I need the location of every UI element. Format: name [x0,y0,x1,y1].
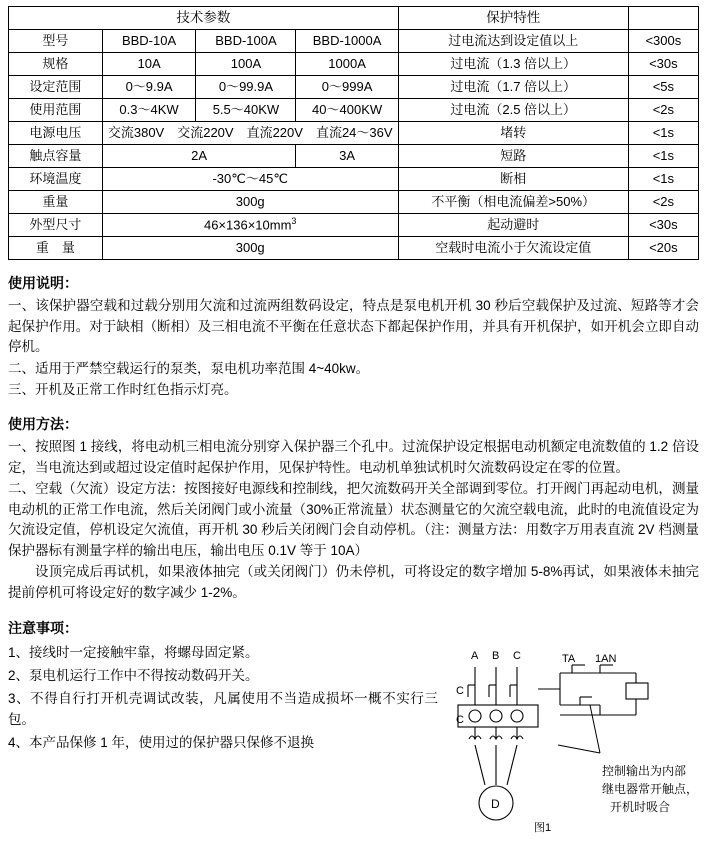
cell: 40～400KW [296,99,398,122]
wiring-diagram [440,645,702,840]
right-label: 过电流（1.7 倍以上） [398,76,628,99]
usage-notes-paragraph: 一、该保护器空载和过载分别用欠流和过流两组数码设定，特点是泵电机开机 30 秒后空载保护及过流、短路等才会起保护作用。对于缺相（断相）及三相电流不平衡在任意状态下都起保护作用，并具有开机保护，如开机会立即自动停机。 [8,298,699,355]
right-label: 断相 [398,168,628,191]
cell-merged-a: 2A [102,145,296,168]
right-label: 短路 [398,145,628,168]
right-value: <300s [628,30,698,53]
cell: BBD-10A [102,30,196,53]
cell: BBD-100A [196,30,296,53]
callout-line-3: 开机时吸合 [610,800,671,814]
header-protect-chars: 保护特性 [398,7,628,30]
cell: 0～999A [296,76,398,99]
usage-method-title: 使用方法： [8,415,78,432]
motor-label: D [491,797,500,811]
usage-method-paragraph: 二、空载（欠流）设定方法：按图接好电源线和控制线，把欠流数码开关全部调到零位。打开阀门再起动电机，测量电动机的正常工作电流，然后关闭阀门或小流量（30%正常流量）状态测量它的欠流空载电流，此时的电流值设定为欠流设定值，停机设定欠流值，再开机 30 秒后关闭阀门会自动停机。（注：测量方法：用数字万用表直流 2V 档测量保护器标有测量字样的输出电压，输出电压 0.1V 等于 10A） [8,481,699,558]
dimension-exponent: 3 [291,216,297,227]
right-label: 过电流（1.3 倍以上） [398,53,628,76]
usage-notes-paragraph: 三、开机及正常工作时红色指示灯亮。 [8,382,238,398]
right-value: <30s [628,53,698,76]
right-value: <1s [628,145,698,168]
row-label: 环境温度 [9,168,103,191]
table-header-row [9,7,699,30]
row-label: 型号 [9,30,103,53]
row-label: 电源电压 [9,122,103,145]
row-label: 规格 [9,53,103,76]
cell-merged-dimensions [102,214,398,237]
header-protect-value [628,7,698,30]
caution-item: 1、接线时一定接触牢靠，将螺母固定紧。 [8,644,259,660]
right-value: <2s [628,99,698,122]
table-row [9,237,699,260]
cell-merged: 300g [102,191,398,214]
ta-label: TA [562,653,576,665]
right-value: <2s [628,191,698,214]
cell-merged: 300g [102,237,398,260]
cell: 1000A [296,53,398,76]
table-row [9,145,699,168]
table-row [9,122,699,145]
caution-item: 4、本产品保修 1 年，使用过的保护器只保修不退换 [8,735,315,751]
cell: 5.5～40KW [196,99,296,122]
cell-merged-b: 3A [296,145,398,168]
cell: 0.3～4KW [102,99,196,122]
right-label: 空载时电流小于欠流设定值 [398,237,628,260]
cell: BBD-1000A [296,30,398,53]
usage-notes-title: 使用说明： [8,275,78,291]
right-label: 不平衡（相电流偏差>50%） [398,191,628,214]
callout-line-2: 继电器常开触点， [602,782,699,796]
cell: 0～99.9A [196,76,296,99]
usage-method-extra-paragraph: 设顶完成后再试机，如果液体抽完（或关闭阀门）仍未停机，可将设定的数字增加 5-8%再试，如果液体未抽完提前停机可将设定好的数字减少 1-2%。 [8,564,699,600]
row-label: 设定范围 [9,76,103,99]
right-label: 过电流达到设定值以上 [398,30,628,53]
contact-mark: C [456,714,464,726]
right-value: <5s [628,76,698,99]
usage-notes-section [8,273,699,401]
right-value: <1s [628,122,698,145]
figure-label: 图1 [534,822,552,834]
wiring-diagram-svg [440,645,702,840]
specification-table [8,6,699,260]
usage-method-paragraph: 一、按照图 1 接线，将电动机三相电流分别穿入保护器三个孔中。过流保护设定根据电动机额定电流数值的 1.2 倍设定，当电流达到或超过设定值时起保护作用，见保护特性。电动机单独试机时欠流数码设定在零的位置。 [8,439,699,475]
usage-method-section [8,414,699,603]
row-label: 外型尺寸 [9,214,103,237]
table-row [9,30,699,53]
table-row [9,168,699,191]
right-label: 起动避时 [398,214,628,237]
phase-label-c: C [513,650,521,662]
table-row [9,76,699,99]
cell-merged: 交流380V 交流220V 直流220V 直流24～36V [102,122,398,145]
table-row [9,53,699,76]
row-label: 使用范围 [9,99,103,122]
table-row [9,99,699,122]
header-tech-params: 技术参数 [9,7,399,30]
table-row [9,191,699,214]
right-label: 过电流（2.5 倍以上） [398,99,628,122]
an-label: 1AN [595,653,617,665]
cell: 0～9.9A [102,76,196,99]
cautions-title: 注意事项： [8,620,78,637]
usage-notes-paragraph: 二、适用于严禁空载运行的泵类，泵电机功率范围 4~40kw。 [8,360,370,376]
table-row [9,214,699,237]
callout-line-1: 控制输出为内部 [602,764,687,778]
right-value: <1s [628,168,698,191]
caution-item: 2、泵电机运行工作中不得按动数码开关。 [8,667,259,683]
right-value: <20s [628,237,698,260]
row-label: 重量 [9,191,103,214]
right-value: <30s [628,214,698,237]
row-label: 触点容量 [9,145,103,168]
caution-item: 3、不得自行打开机壳调试改装，凡属使用不当造成损坏一概不实行三包。 [8,690,438,728]
cell: 100A [196,53,296,76]
dimension-text: 46×136×10mm [203,217,292,233]
right-label: 堵转 [398,122,628,145]
phase-label-a: A [471,650,479,662]
cell-merged: -30℃～45℃ [102,168,398,191]
row-label: 重 量 [9,237,103,260]
phase-label-b: B [492,650,500,662]
cell: 10A [102,53,196,76]
contact-mark: C [456,685,464,697]
